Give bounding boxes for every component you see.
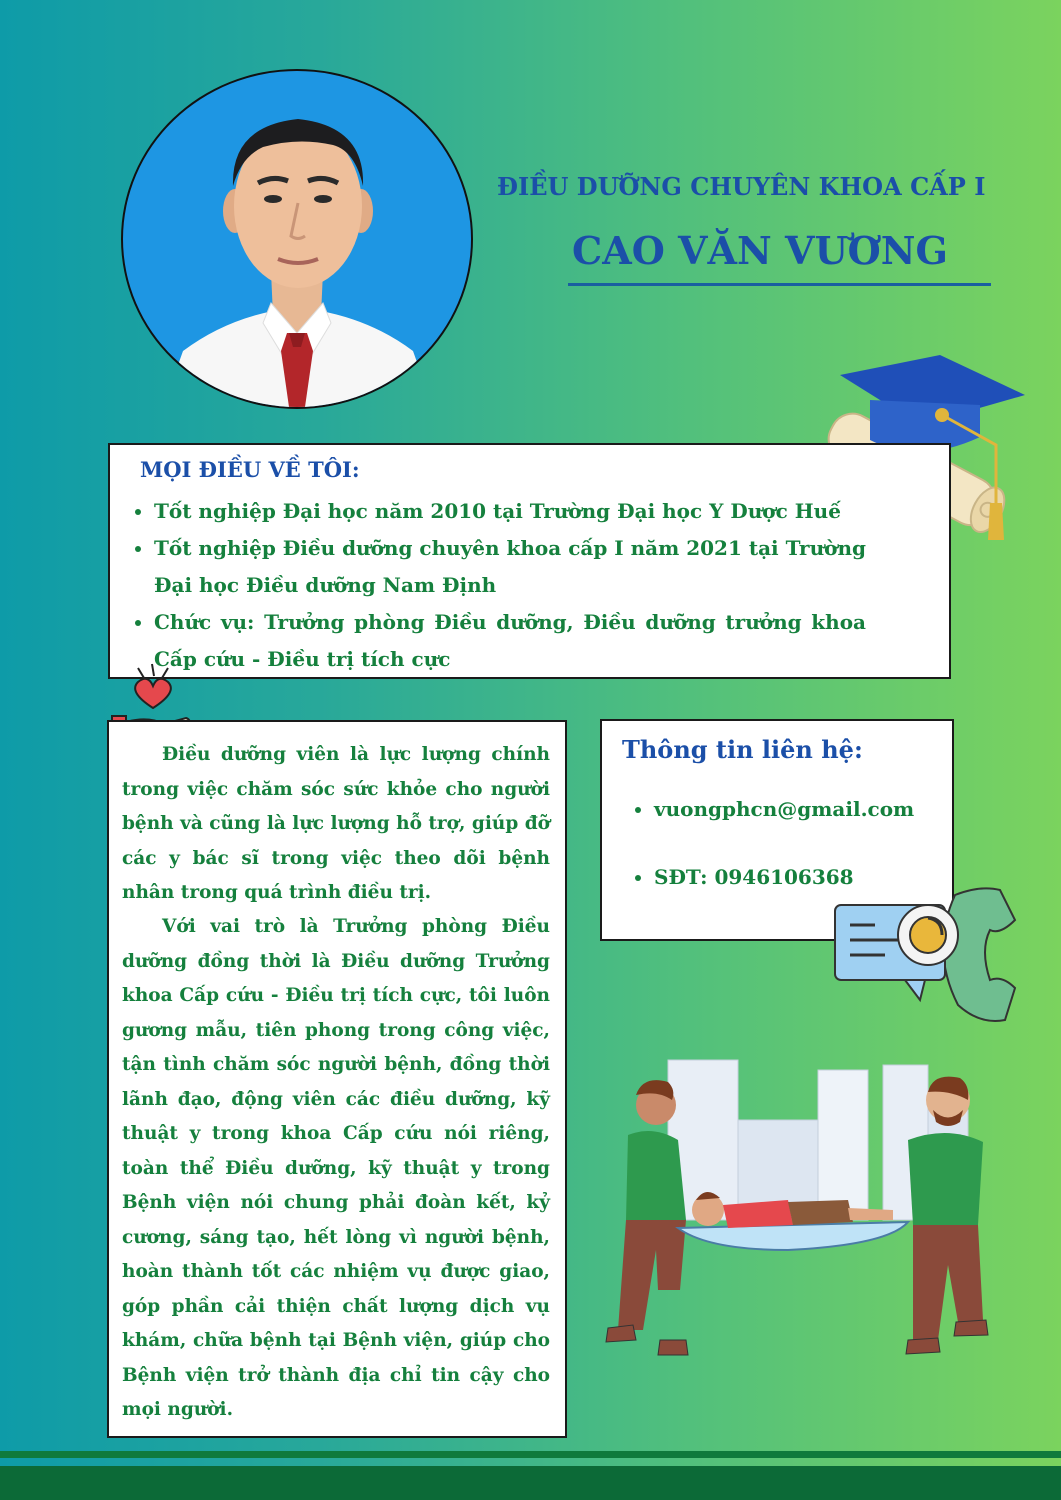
footer-stripe [0, 1451, 1061, 1458]
footer-bar [0, 1466, 1061, 1500]
person-name: CAO VĂN VƯƠNG [572, 228, 948, 273]
contact-phone[interactable]: • SĐT: 0946106368 [654, 865, 914, 889]
story-paragraph-1: Điều dưỡng viên là lực lượng chính trong việc chăm sóc sức khỏe cho người bệnh và cũng là lực lượng hỗ trợ, giúp đỡ các y bác sĩ trong việc theo dõi bệnh nhân trong quá trình điều trị. [122, 744, 550, 903]
contact-heading: Thông tin liên hệ: [622, 735, 863, 764]
contact-phone-icon [830, 880, 1055, 1025]
about-me-heading: MỌI ĐIỀU VỀ TÔI: [140, 457, 360, 482]
stretcher-illustration [588, 1050, 1008, 1362]
job-title: ĐIỀU DƯỠNG CHUYÊN KHOA CẤP I [497, 172, 986, 201]
about-item: • Tốt nghiệp Đại học năm 2010 tại Trường Đại học Y Dược Huế [154, 493, 866, 530]
profile-photo [121, 69, 473, 409]
about-item: • Chức vụ: Trưởng phòng Điều dưỡng, Điều dưỡng trưởng khoa Cấp cứu - Điều trị tích cực [154, 604, 866, 678]
story-paragraph-2: Với vai trò là Trưởng phòng Điều dưỡng đồng thời là Điều dưỡng Trưởng khoa Cấp cứu - Điều trị tích cực, tôi luôn gương mẫu, tiên phong trong công việc, tận tình chăm sóc người bệnh, đồng thời lãnh đạo, động viên các điều dưỡng, kỹ thuật y trong khoa Cấp cứu nói riêng, toàn thể Điều dưỡng, kỹ thuật y trong Bệnh viện nói chung phải đoàn kết, kỷ cương, sáng tạo, hết lòng vì người bệnh, hoàn thành tốt các nhiệm vụ được giao, góp phần cải thiện chất lượng dịch vụ khám, chữa bệnh tại Bệnh viện, giúp cho Bệnh viện trở thành địa chỉ tin cậy cho mọi người. [122, 916, 550, 1420]
contact-list [608, 797, 914, 889]
about-me-card [108, 443, 951, 679]
person-photo [123, 71, 471, 407]
about-me-list [130, 493, 866, 678]
contact-email[interactable]: • vuongphcn@gmail.com [654, 797, 914, 821]
story-card [107, 720, 567, 1438]
name-underline [568, 283, 991, 286]
about-item: • Tốt nghiệp Điều dưỡng chuyên khoa cấp I năm 2021 tại Trường Đại học Điều dưỡng Nam Định [154, 530, 866, 604]
